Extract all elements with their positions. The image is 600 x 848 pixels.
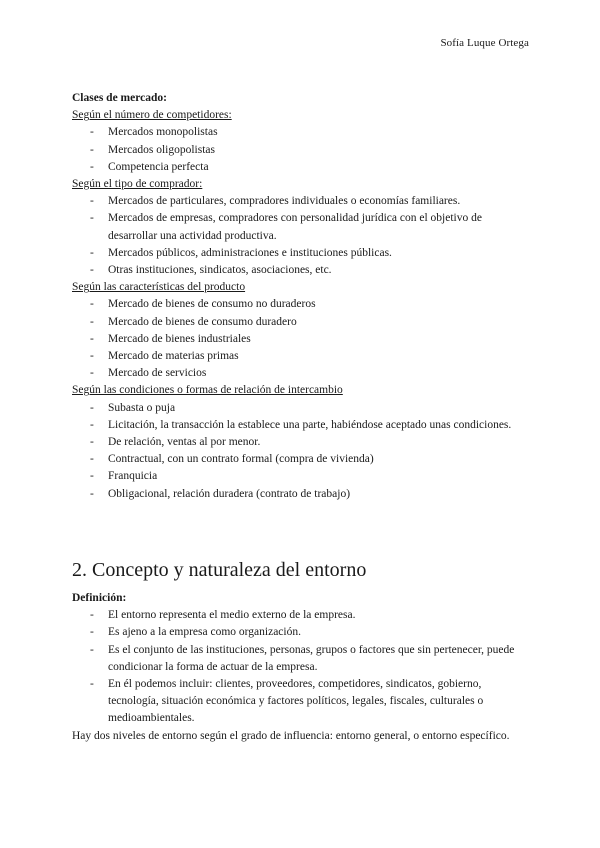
product-list xyxy=(72,296,532,382)
list-item: - El entorno representa el medio externo de la empresa. xyxy=(72,607,532,624)
list-item: - Mercados públicos, administraciones e instituciones públicas. xyxy=(72,245,532,262)
buyer-type-list xyxy=(72,193,532,279)
list-item: - Franquicia xyxy=(72,468,532,485)
definition-list xyxy=(72,607,532,727)
entorno-section xyxy=(72,590,532,745)
list-item: - Competencia perfecta xyxy=(72,159,532,176)
list-item: - Mercados de empresas, compradores con personalidad jurídica con el objetivo de desarrollar una actividad productiva. xyxy=(72,210,532,244)
list-item: - Mercados monopolistas xyxy=(72,124,532,141)
list-item: - Contractual, con un contrato formal (compra de vivienda) xyxy=(72,451,532,468)
market-classes-section xyxy=(72,90,532,503)
list-item: - Mercados de particulares, compradores individuales o economías familiares. xyxy=(72,193,532,210)
list-item: - Es ajeno a la empresa como organización. xyxy=(72,624,532,641)
list-item: - De relación, ventas al por menor. xyxy=(72,434,532,451)
closing-paragraph: Hay dos niveles de entorno según el grado de influencia: entorno general, o entorno específico. xyxy=(72,729,510,742)
list-item: - Mercado de servicios xyxy=(72,365,532,382)
competitors-list xyxy=(72,124,532,176)
definition-label: Definición: xyxy=(72,592,127,604)
group-heading-product: Según las características del producto xyxy=(72,281,246,294)
list-item: - En él podemos incluir: clientes, proveedores, competidores, sindicatos, gobierno, tecnología, situación económica y factores políticos, legales, fiscales, culturales o medioambientales. xyxy=(72,676,532,728)
list-item: - Subasta o puja xyxy=(72,400,532,417)
list-item: - Obligacional, relación duradera (contrato de trabajo) xyxy=(72,486,532,503)
list-item: - Mercado de bienes industriales xyxy=(72,331,532,348)
section-heading-entorno: 2. Concepto y naturaleza del entorno xyxy=(72,559,367,581)
group-heading-exchange: Según las condiciones o formas de relación de intercambio xyxy=(72,384,343,397)
list-item: - Licitación, la transacción la establece una parte, habiéndose aceptado unas condiciones. xyxy=(72,417,532,434)
market-classes-title: Clases de mercado: xyxy=(72,92,167,104)
group-heading-buyer-type: Según el tipo de comprador: xyxy=(72,178,203,191)
list-item: - Mercado de materias primas xyxy=(72,348,532,365)
author-name: Sofía Luque Ortega xyxy=(440,37,529,49)
exchange-list xyxy=(72,400,532,503)
list-item: - Otras instituciones, sindicatos, asociaciones, etc. xyxy=(72,262,532,279)
list-item: - Es el conjunto de las instituciones, personas, grupos o factores que sin pertenecer, puede condicionar la forma de actuar de la empresa. xyxy=(72,642,532,676)
list-item: - Mercado de bienes de consumo duradero xyxy=(72,314,532,331)
list-item: - Mercados oligopolistas xyxy=(72,142,532,159)
group-heading-competitors: Según el número de competidores: xyxy=(72,109,232,122)
list-item: - Mercado de bienes de consumo no duraderos xyxy=(72,296,532,313)
